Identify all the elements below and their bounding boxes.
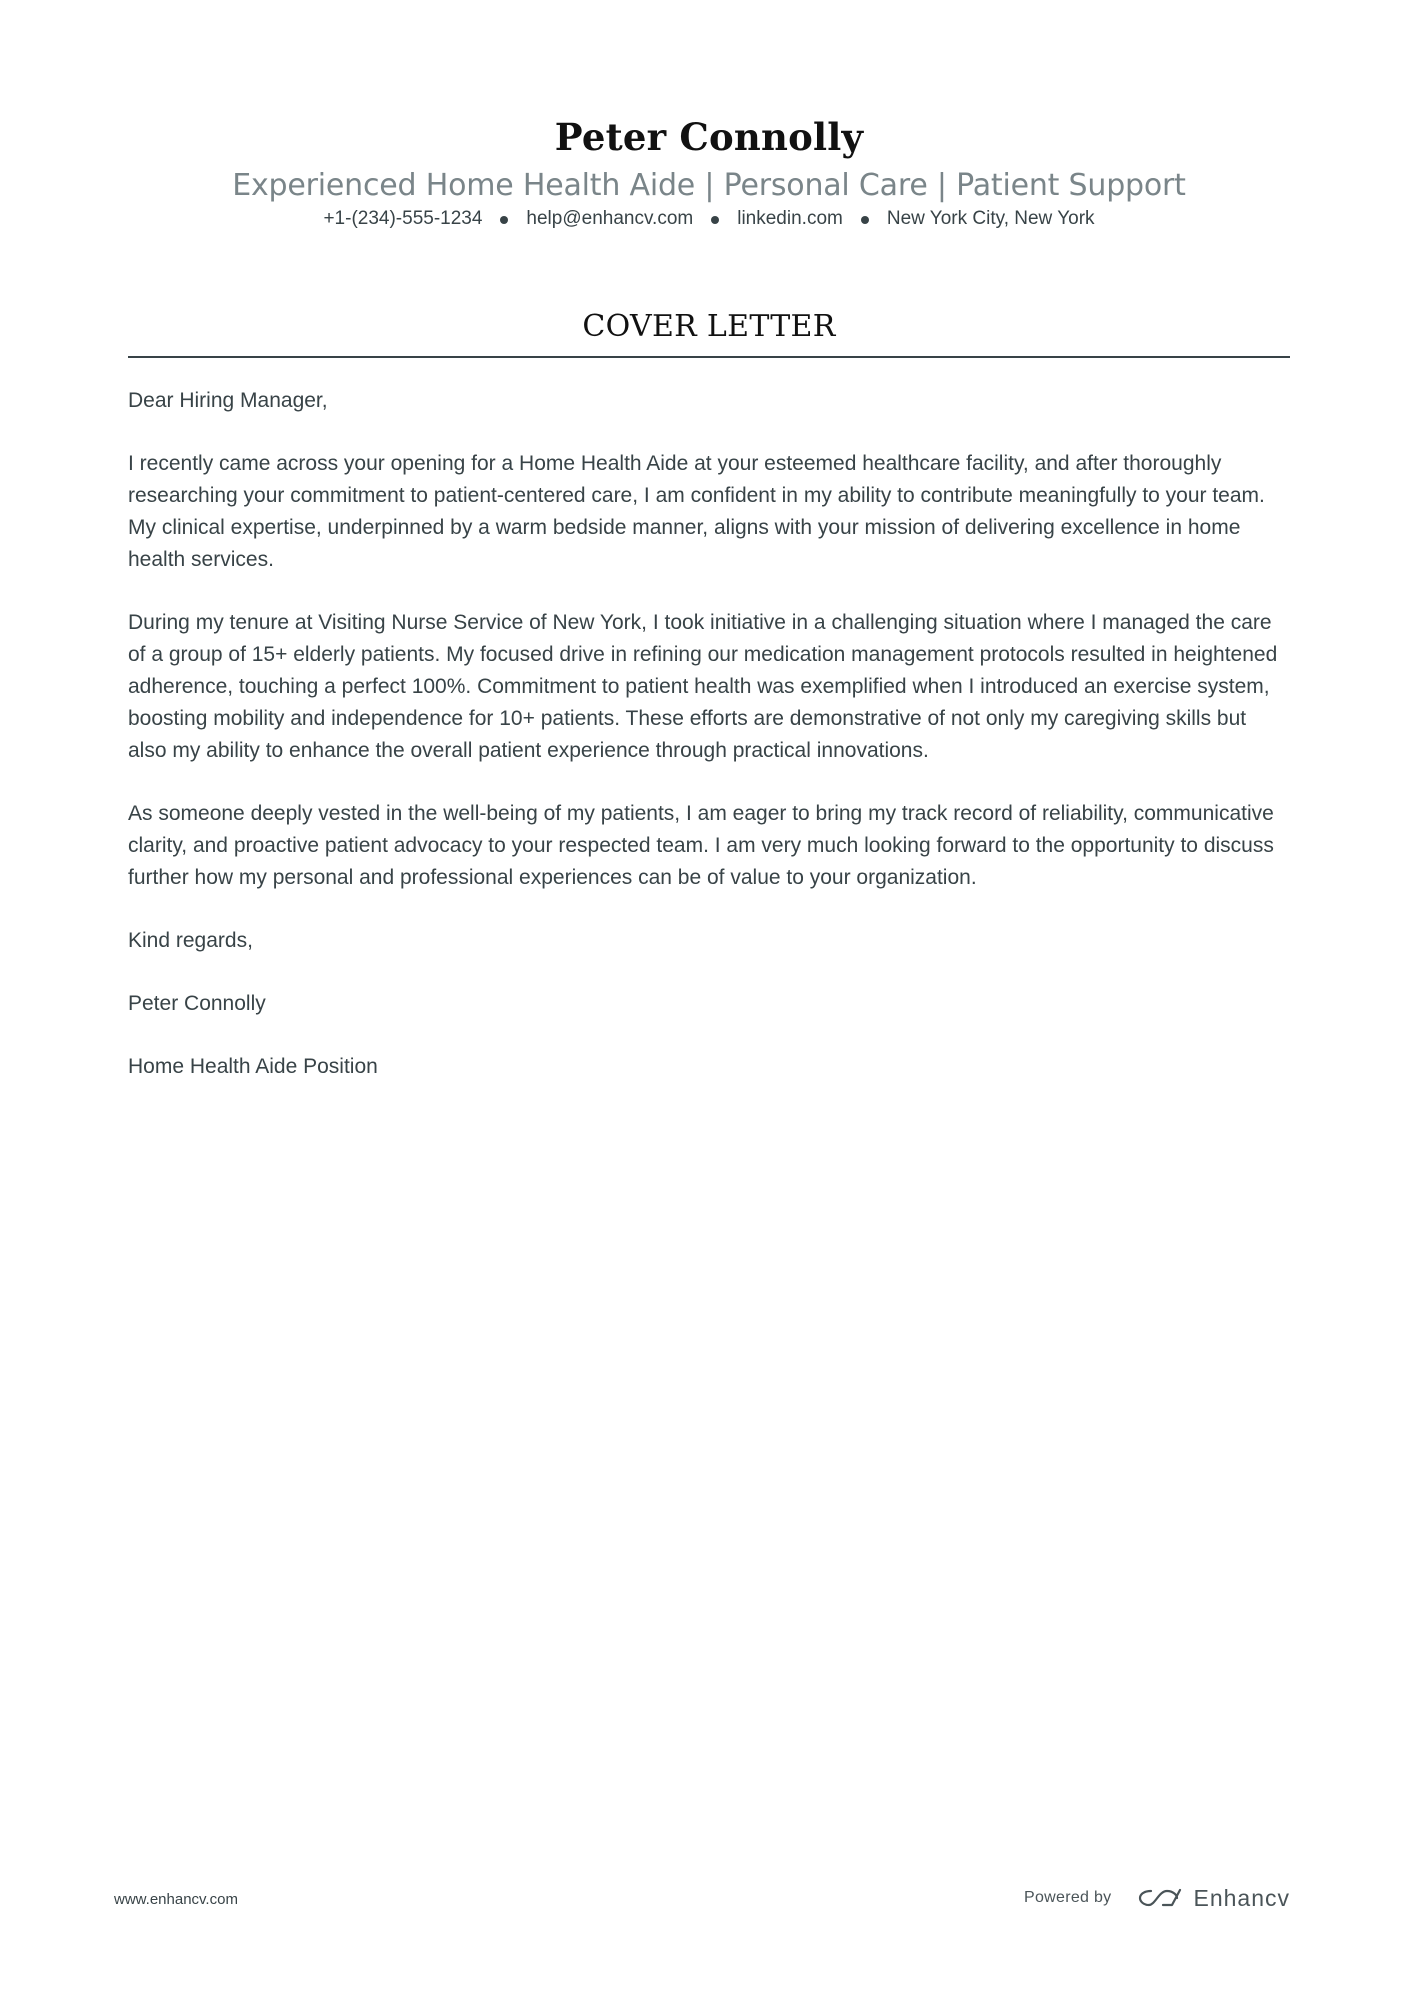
section-divider: [128, 356, 1290, 358]
letter-body: [128, 385, 1290, 1114]
letter-salutation: Dear Hiring Manager,: [128, 389, 328, 412]
contact-linkedin[interactable]: linkedin.com: [737, 208, 843, 229]
letter-paragraph: As someone deeply vested in the well-being of my patients, I am eager to bring my track record of reliability, communicative clarity, and proactive patient advocacy to your respected team. I am very much looking forward to the opportunity to discuss further how my personal and professional experiences can be of value to your organization.: [128, 802, 1274, 889]
letter-paragraph: I recently came across your opening for a Home Health Aide at your esteemed healthcare facility, and after thoroughly researching your commitment to patient-centered care, I am confident in my ability to contribute meaningfully to your team. My clinical expertise, underpinned by a warm bedside manner, aligns with your mission of delivering excellence in home health services.: [128, 452, 1265, 571]
letter-closing: Kind regards,: [128, 929, 253, 952]
powered-by-label: Powered by: [1023, 1889, 1112, 1906]
bullet-separator: [500, 216, 508, 224]
letter-position: Home Health Aide Position: [128, 1055, 378, 1078]
section-title: COVER LETTER: [582, 309, 836, 344]
contact-info: [128, 206, 1290, 232]
bullet-separator: [711, 216, 719, 224]
enhancv-brand-name: Enhancv: [1193, 1885, 1290, 1911]
candidate-name: Peter Connolly: [554, 115, 864, 159]
letter-paragraph: During my tenure at Visiting Nurse Service of New York, I took initiative in a challenging situation where I managed the care of a group of 15+ elderly patients. My focused drive in refining our medication management protocols resulted in heightened adherence, touching a perfect 100%. Commitment to patient health was exemplified when I introduced an exercise system, boosting mobility and independence for 10+ patients. These efforts are demonstrative of not only my caregiving skills but also my ability to enhance the overall patient experience through practical innovations.: [128, 611, 1278, 762]
contact-email[interactable]: help@enhancv.com: [526, 208, 694, 229]
candidate-title: Experienced Home Health Aide | Personal Care | Patient Support: [232, 168, 1186, 203]
contact-location: New York City, New York: [886, 208, 1095, 229]
letter-signature: Peter Connolly: [128, 992, 266, 1015]
footer-website-link[interactable]: www.enhancv.com: [114, 1891, 238, 1908]
enhancv-logo-icon: [1137, 1886, 1183, 1910]
bullet-separator: [861, 216, 869, 224]
contact-phone[interactable]: +1-(234)-555-1234: [323, 208, 483, 229]
powered-by-badge[interactable]: [1024, 1884, 1290, 1912]
resume-header: [128, 108, 1290, 232]
